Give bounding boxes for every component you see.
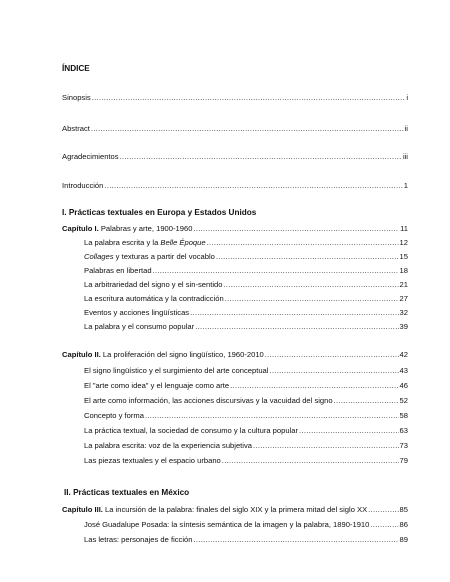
section-text: La escritura automática y la contradicción xyxy=(84,294,224,303)
toc-section[interactable] xyxy=(84,456,408,466)
toc-section[interactable] xyxy=(84,535,408,545)
entry-page: 21 xyxy=(399,280,408,289)
entry-title: Sinopsis xyxy=(62,93,91,102)
section-text: La práctica textual, la sociedad de consumo y la cultura popular xyxy=(84,426,299,435)
section-text: Eventos y acciones lingüísticas xyxy=(84,308,190,317)
chapter-label: Capítulo II. xyxy=(62,350,101,359)
toc-entry-agradecimientos[interactable] xyxy=(62,152,408,162)
toc-section[interactable] xyxy=(84,294,408,304)
entry-page: 18 xyxy=(399,266,408,275)
section-text: Las piezas textuales y el espacio urbano xyxy=(84,456,221,465)
entry-page: 85 xyxy=(399,505,408,514)
entry-title: Abstract xyxy=(62,124,90,133)
entry-page: 63 xyxy=(399,426,408,435)
entry-page: 73 xyxy=(399,441,408,450)
section-text: La palabra y el consumo popular xyxy=(84,322,195,331)
chapter-title: La incursión de la palabra: finales del siglo XIX y la primera mitad del siglo XX xyxy=(102,505,368,514)
entry-page: 1 xyxy=(403,181,408,190)
page-title: ÍNDICE xyxy=(62,64,90,73)
chapter-label: Capítulo I. xyxy=(62,224,99,233)
entry-page: 39 xyxy=(399,322,408,331)
toc-section[interactable] xyxy=(84,266,408,276)
entry-page: ii xyxy=(404,124,408,133)
entry-page: 15 xyxy=(399,252,408,261)
toc-chapter-1[interactable] xyxy=(62,224,408,234)
toc-chapter-2[interactable] xyxy=(62,350,408,360)
toc-chapter-3[interactable] xyxy=(62,505,408,515)
toc-section[interactable] xyxy=(84,396,408,406)
section-text-italic: Collages xyxy=(84,252,114,261)
section-text-italic: Belle Époque xyxy=(160,238,206,247)
section-text: Las letras: personajes de ficción xyxy=(84,535,193,544)
entry-page: 43 xyxy=(399,366,408,375)
entry-page: 46 xyxy=(399,381,408,390)
part-heading: I. Prácticas textuales en Europa y Estados Unidos xyxy=(62,208,257,217)
part-heading: II. Prácticas textuales en México xyxy=(64,488,190,497)
toc-section[interactable] xyxy=(84,441,408,451)
entry-page: 27 xyxy=(399,294,408,303)
toc-section[interactable] xyxy=(84,238,408,248)
chapter-title: La proliferación del signo lingüístico, 1960-2010 xyxy=(100,350,264,359)
entry-page: 12 xyxy=(399,238,408,247)
entry-page: iii xyxy=(402,152,408,161)
toc-entry-sinopsis[interactable] xyxy=(62,93,408,103)
entry-title: Agradecimientos xyxy=(62,152,119,161)
toc-section[interactable] xyxy=(84,280,408,290)
chapter-title: Palabras y arte, 1900-1960 xyxy=(98,224,193,233)
entry-page: 89 xyxy=(399,535,408,544)
entry-page: 32 xyxy=(399,308,408,317)
entry-page: 52 xyxy=(399,396,408,405)
entry-title: Introducción xyxy=(62,181,104,190)
section-text: El signo lingüístico y el surgimiento del arte conceptual xyxy=(84,366,269,375)
toc-section[interactable] xyxy=(84,322,408,332)
chapter-label: Capítulo III. xyxy=(62,505,103,514)
toc-section[interactable] xyxy=(84,426,408,436)
entry-page: 86 xyxy=(399,520,408,529)
entry-page: i xyxy=(406,93,408,102)
toc-section[interactable] xyxy=(84,520,408,530)
section-text: La arbitrariedad del signo y el sin-sentido xyxy=(84,280,223,289)
entry-page: 58 xyxy=(399,411,408,420)
toc-section[interactable] xyxy=(84,308,408,318)
toc-entry-abstract[interactable] xyxy=(62,124,408,134)
section-text: Palabras en libertad xyxy=(84,266,152,275)
section-text-post: y texturas a partir del vocablo xyxy=(113,252,215,261)
toc-entry-introduccion[interactable] xyxy=(62,181,408,191)
section-text: El arte como información, las acciones discursivas y la vacuidad del signo xyxy=(84,396,333,405)
section-text: La palabra escrita y la xyxy=(84,238,161,247)
toc-section[interactable] xyxy=(84,381,408,391)
toc-section[interactable] xyxy=(84,411,408,421)
toc-section[interactable] xyxy=(84,252,408,262)
entry-page: 11 xyxy=(400,224,408,233)
entry-page: 79 xyxy=(399,456,408,465)
section-text: El "arte como idea" y el lenguaje como arte xyxy=(84,381,230,390)
section-text: José Guadalupe Posada: la síntesis semántica de la imagen y la palabra, 1890-1910 xyxy=(84,520,370,529)
section-text: Concepto y forma xyxy=(84,411,144,420)
section-text: La palabra escrita: voz de la experiencia subjetiva xyxy=(84,441,253,450)
toc-section[interactable] xyxy=(84,366,408,376)
entry-page: 42 xyxy=(399,350,408,359)
